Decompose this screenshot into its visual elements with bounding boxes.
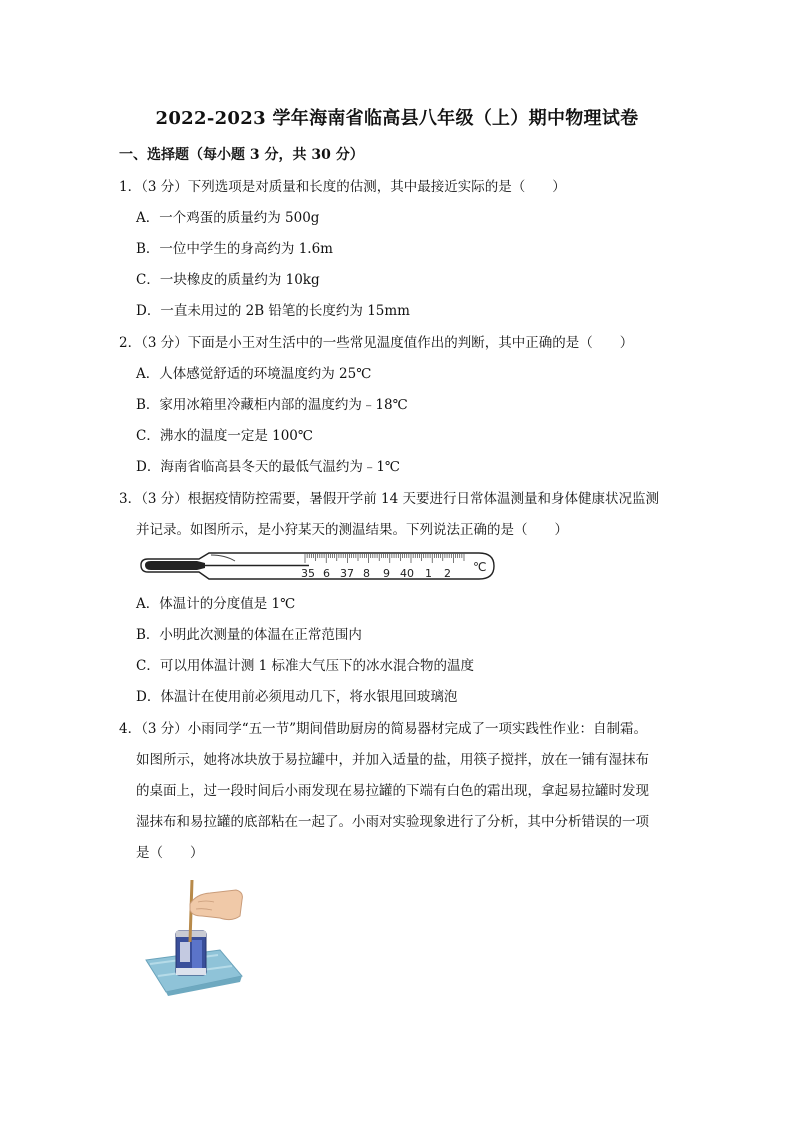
question-4-stem-line-5: 是（ ） (136, 845, 204, 861)
glass-highlight (211, 555, 235, 561)
question-3-option-d: D．体温计在使用前必须甩动几下，将水银甩回玻璃泡 (136, 689, 458, 705)
question-3-stem-line-1: 3．（3 分）根据疫情防控需要，暑假开学前 14 天要进行日常体温测量和身体健康状况监测 (119, 491, 659, 507)
scale-ticks (305, 554, 464, 563)
question-3-option-b: B．小明此次测量的体温在正常范围内 (136, 627, 362, 643)
question-3-option-a: A．体温计的分度值是 1℃ (136, 596, 296, 612)
question-1-option-a: A．一个鸡蛋的质量约为 500g (136, 210, 320, 226)
question-4-stem-line-2: 如图所示，她将冰块放于易拉罐中，并加入适量的盐，用筷子搅拌，放在一铺有湿抹布 (136, 752, 649, 768)
question-1-option-b: B．一位中学生的身高约为 1.6m (136, 241, 333, 257)
question-3-option-c: C．可以用体温计测 1 标准大气压下的冰水混合物的温度 (136, 658, 475, 674)
section-heading: 一、选择题（每小题 3 分，共 30 分） (119, 147, 364, 163)
scale-label: 8 (363, 567, 370, 580)
scale-label: 2 (444, 567, 451, 580)
question-2-stem: 2．（3 分）下面是小王对生活中的一些常见温度值作出的判断，其中正确的是（ ） (119, 335, 634, 351)
scale-label: 9 (383, 567, 390, 580)
unit-label: ℃ (473, 560, 487, 574)
scale-label: 1 (425, 567, 432, 580)
question-4-stem-line-3: 的桌面上，过一段时间后小雨发现在易拉罐的下端有白色的霜出现，拿起易拉罐时发现 (136, 783, 649, 799)
question-2-option-a: A．人体感觉舒适的环境温度约为 25℃ (136, 366, 372, 382)
question-4-stem-line-1: 4．（3 分）小雨同学“五一节”期间借助厨房的简易器材完成了一项实践性作业：自制霜。 (119, 721, 648, 737)
scale-label: 40 (400, 567, 414, 580)
scale-label: 6 (323, 567, 330, 580)
hand (190, 890, 242, 920)
question-2-option-b: B．家用冰箱里冷藏柜内部的温度约为﹣18℃ (136, 397, 408, 413)
scale-label: 37 (340, 567, 354, 580)
scale-label: 35 (301, 567, 315, 580)
question-1-option-c: C．一块橡皮的质量约为 10kg (136, 272, 320, 288)
mercury-bulb (145, 561, 205, 570)
question-4-stem-line-4: 湿抹布和易拉罐的底部粘在一起了。小雨对实验现象进行了分析，其中分析错误的一项 (136, 814, 649, 830)
question-1-stem: 1．（3 分）下列选项是对质量和长度的估测，其中最接近实际的是（ ） (119, 179, 566, 195)
can-label (180, 942, 190, 962)
thermometer-figure (139, 549, 495, 583)
question-2-option-c: C．沸水的温度一定是 100℃ (136, 428, 313, 444)
question-3-stem-line-2: 并记录。如图所示，是小狩某天的测温结果。下列说法正确的是（ ） (136, 522, 568, 538)
can-on-cloth-photo (140, 876, 244, 996)
can-stripe (192, 940, 202, 968)
question-2-option-d: D．海南省临高县冬天的最低气温约为﹣1℃ (136, 459, 401, 475)
question-1-option-d: D．一直未用过的 2B 铅笔的长度约为 15mm (136, 303, 410, 319)
frost-band (176, 968, 206, 975)
page-title: 2022-2023 学年海南省临高县八年级（上）期中物理试卷 (155, 108, 639, 129)
